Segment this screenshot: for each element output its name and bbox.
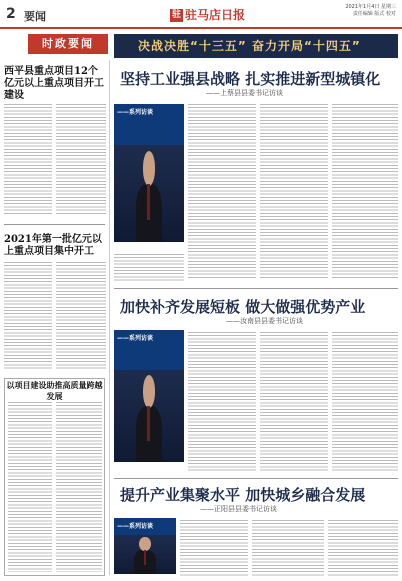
date-block [345, 4, 396, 18]
section-name: 要闻 [24, 10, 46, 23]
date-line: 2021年1月4日 星期三 [345, 4, 396, 10]
article3-text-1 [180, 520, 248, 576]
theme-banner: 决战决胜“十三五” 奋力开局“十四五” [114, 34, 398, 58]
left-rule1 [4, 224, 105, 225]
article2-photo [114, 330, 184, 462]
article1-photo [114, 104, 184, 242]
newspaper-name: 驻马店日报 [185, 8, 246, 22]
column-divider [109, 60, 110, 575]
article3-subtitle: ——正阳县县委书记访谈 [200, 505, 277, 513]
article2-subtitle: ——汝南县县委书记访谈 [226, 317, 303, 325]
article1-photo-tag: ——系列访谈 [114, 104, 184, 145]
left-box-text-a [8, 402, 52, 572]
logo-icon: 驻 [171, 10, 181, 20]
article2-text-2 [260, 332, 328, 472]
page-number: 2 [6, 6, 16, 22]
page-header [0, 0, 402, 30]
newspaper-logo [170, 6, 245, 23]
article1-subtitle: ——上蔡县县委书记访谈 [206, 89, 283, 97]
left-box-headline: 以项目建设助推高质量跨越发展 [6, 380, 103, 401]
article2-headline: 加快补齐发展短板 做大做强优势产业 [120, 298, 366, 316]
article3-photo-tag: ——系列访谈 [114, 518, 176, 535]
article2-rule [114, 478, 398, 479]
left-story2-text-a [4, 262, 52, 370]
article1-text-0 [114, 254, 184, 282]
portrait-figure [136, 151, 161, 242]
portrait-figure [136, 375, 161, 462]
left-box-text-b [56, 402, 102, 572]
left-story1-text-b [56, 104, 106, 216]
article1-text-1 [188, 104, 256, 280]
editor-line: 责任编辑 版式 校对 [352, 11, 396, 17]
article2-photo-tag: ——系列访谈 [114, 330, 184, 370]
article3-headline: 提升产业集聚水平 加快城乡融合发展 [120, 486, 366, 504]
left-story1-headline: 西平县重点项目12个亿元以上重点项目开工建设 [4, 66, 104, 101]
left-story1-text-a [4, 104, 52, 216]
article1-rule [114, 288, 398, 289]
left-story2-text-b [56, 262, 106, 370]
article2-text-1 [188, 332, 256, 472]
portrait-figure [134, 537, 156, 574]
article3-photo [114, 518, 176, 574]
article1-headline: 坚持工业强县战略 扎实推进新型城镇化 [120, 70, 381, 88]
header-rule [0, 27, 402, 29]
article3-text-2 [252, 520, 324, 576]
article3-text-3 [328, 520, 398, 576]
article1-text-3 [332, 104, 398, 280]
article2-text-3 [332, 332, 398, 472]
article1-text-2 [260, 104, 328, 280]
column-tag: 时政要闻 [28, 34, 108, 54]
left-story2-headline: 2021年第一批亿元以上重点项目集中开工 [4, 234, 102, 257]
